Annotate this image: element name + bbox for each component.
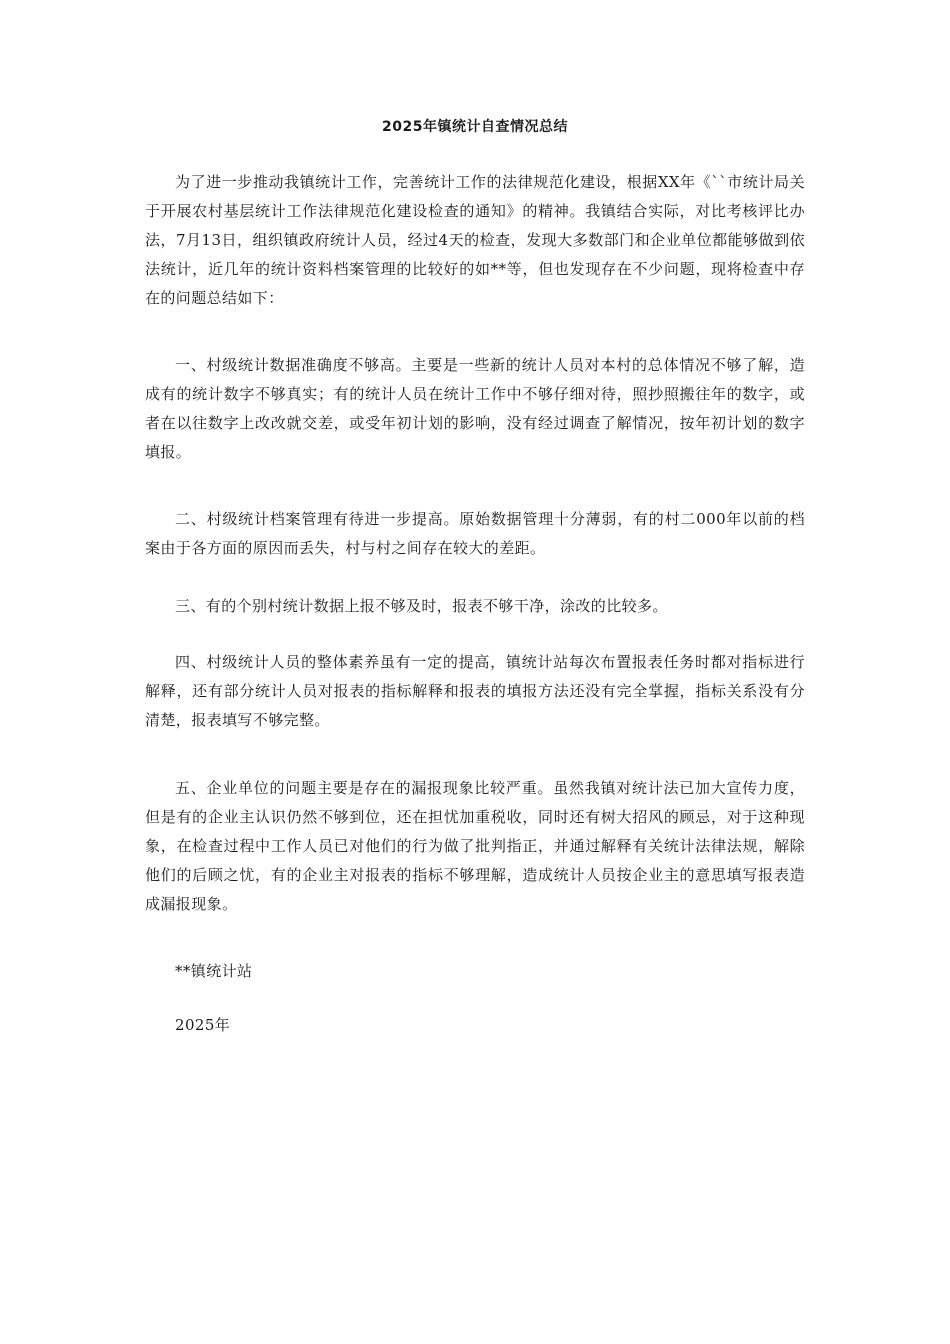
- issue-two-paragraph: 二、村级统计档案管理有待进一步提高。原始数据管理十分薄弱，有的村二000年以前的档案由于各方面的原因而丢失，村与村之间存在较大的差距。: [145, 510, 805, 557]
- issue-one-paragraph: 一、村级统计数据准确度不够高。主要是一些新的统计人员对本村的总体情况不够了解，造成有的统计数字不够真实；有的统计人员在统计工作中不够仔细对待，照抄照搬往年的数字，或者在以往数字上改改就交差，或受年初计划的影响，没有经过调查了解情况，按年初计划的数字填报。: [145, 356, 805, 461]
- issue-five-paragraph: 五、企业单位的问题主要是存在的漏报现象比较严重。虽然我镇对统计法已加大宣传力度，但是有的企业主认识仍然不够到位，还在担忧加重税收，同时还有树大招风的顾忌，对于这种现象，在检查过程中工作人员已对他们的行为做了批判指正，并通过解释有关统计法律法规，解除他们的后顾之忧，有的企业主对报表的指标不够理解，造成统计人员按企业主的意思填写报表造成漏报现象。: [145, 779, 805, 913]
- date-line: 2025年: [175, 1016, 231, 1034]
- intro-paragraph: 为了进一步推动我镇统计工作，完善统计工作的法律规范化建设，根据XX年《``市统计局关于开展农村基层统计工作法律规范化建设检查的通知》的精神。我镇结合实际，对比考核评比办法，7月13日，组织镇政府统计人员，经过4天的检查，发现大多数部门和企业单位都能够做到依法统计，近几年的统计资料档案管理的比较好的如**等，但也发现存在不少问题，现将检查中存在的问题总结如下：: [145, 173, 805, 307]
- issue-three-paragraph: 三、有的个别村统计数据上报不够及时，报表不够干净，涂改的比较多。: [175, 597, 668, 615]
- issue-four-paragraph: 四、村级统计人员的整体素养虽有一定的提高，镇统计站每次布置报表任务时都对指标进行解释，还有部分统计人员对报表的指标解释和报表的填报方法还没有完全掌握，指标关系没有分清楚，报表填写不够完整。: [145, 653, 805, 729]
- document-title: 2025年镇统计自查情况总结: [382, 119, 568, 135]
- signature-line: **镇统计站: [175, 962, 253, 980]
